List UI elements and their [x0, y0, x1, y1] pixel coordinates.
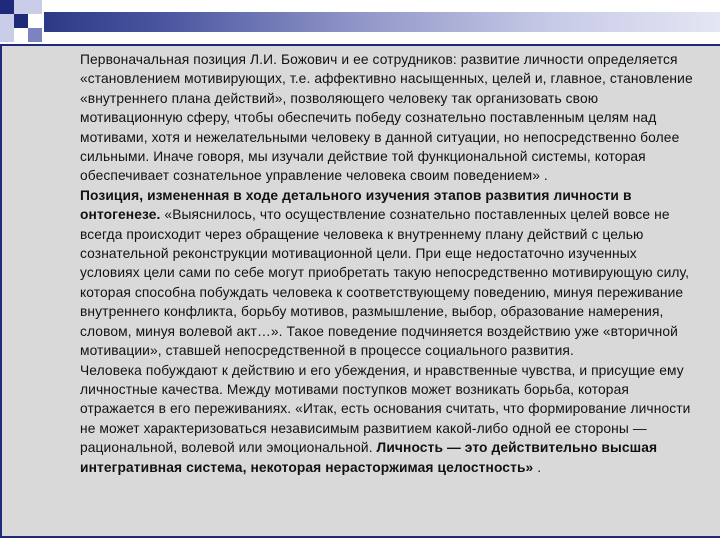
paragraph-2-title: Позиция, измененная в ходе детального изучения этапов развития личности в онтогенезе.: [80, 187, 632, 223]
header-square: [0, 0, 14, 14]
paragraph-2: [8, 186, 698, 361]
header-gradient-band: [44, 12, 720, 32]
header-square: [28, 0, 42, 14]
paragraph-2-body: «Выяснилось, что осуществление сознательно поставленных целей вовсе не всегда происходит через обращение человека к внутреннему плану действий с целью сознательной реконструкции мотивационной цели. При еще недостаточно изученных условиях цели сами по себе могут приобретать такую непосредственно мотивирующую силу, которая способна побуждать человека к соответствующему поведению, минуя переживание внутреннего конфликта, борьбу мотивов, размышление, выбор, образование намерения, словом, минуя волевой акт…». Такое поведение подчиняется воздействию уже «вторичной мотивации», ставшей непосредственной в процессе социального развития.: [80, 207, 690, 359]
paragraph-3-body: Человека побуждают к действию и его убеждения, и нравственные чувства, и присущие ему личностные качества. Между мотивами поступков может возникать борьба, которая отражается в его переживаниях. «Итак, есть основания считать, что формирование личности не может характеризоваться независимым развитием какой-либо одной ее стороны — рациональной, волевой или эмоциональной.: [80, 362, 691, 456]
paragraph-1-title: Первоначальная позиция Л.И. Божович и ее сотрудников:: [80, 52, 457, 67]
paragraph-3: [8, 361, 698, 477]
paragraph-1-body: развитие личности определяется «становлением мотивирующих, т.е. аффективно насыщенных, целей и, главное, становление «внутреннего плана действий», позволяющего человеку так организовать свою мотивационную сферу, чтобы обеспечить победу сознательно поставленным целям над мотивами, хотя и нежелательными человеку в данной ситуации, но непосредственно более сильными. Иначе говоря, мы изучали действие той функциональной системы, которая обеспечивает сознательное управление человека своим поведением» .: [80, 52, 693, 184]
text-block: [8, 50, 698, 477]
header-square: [0, 14, 14, 28]
header-square: [14, 14, 28, 28]
paragraph-3-conclusion: Личность — это действительно высшая интегративная система, некоторая нерасторжимая целостность»: [80, 440, 658, 475]
header-square: [0, 28, 14, 42]
header-square: [14, 0, 28, 14]
paragraph-1: [8, 50, 698, 186]
header-square: [28, 28, 42, 42]
paragraph-3-tail: .: [533, 459, 542, 475]
slide-content-area: [0, 44, 720, 538]
